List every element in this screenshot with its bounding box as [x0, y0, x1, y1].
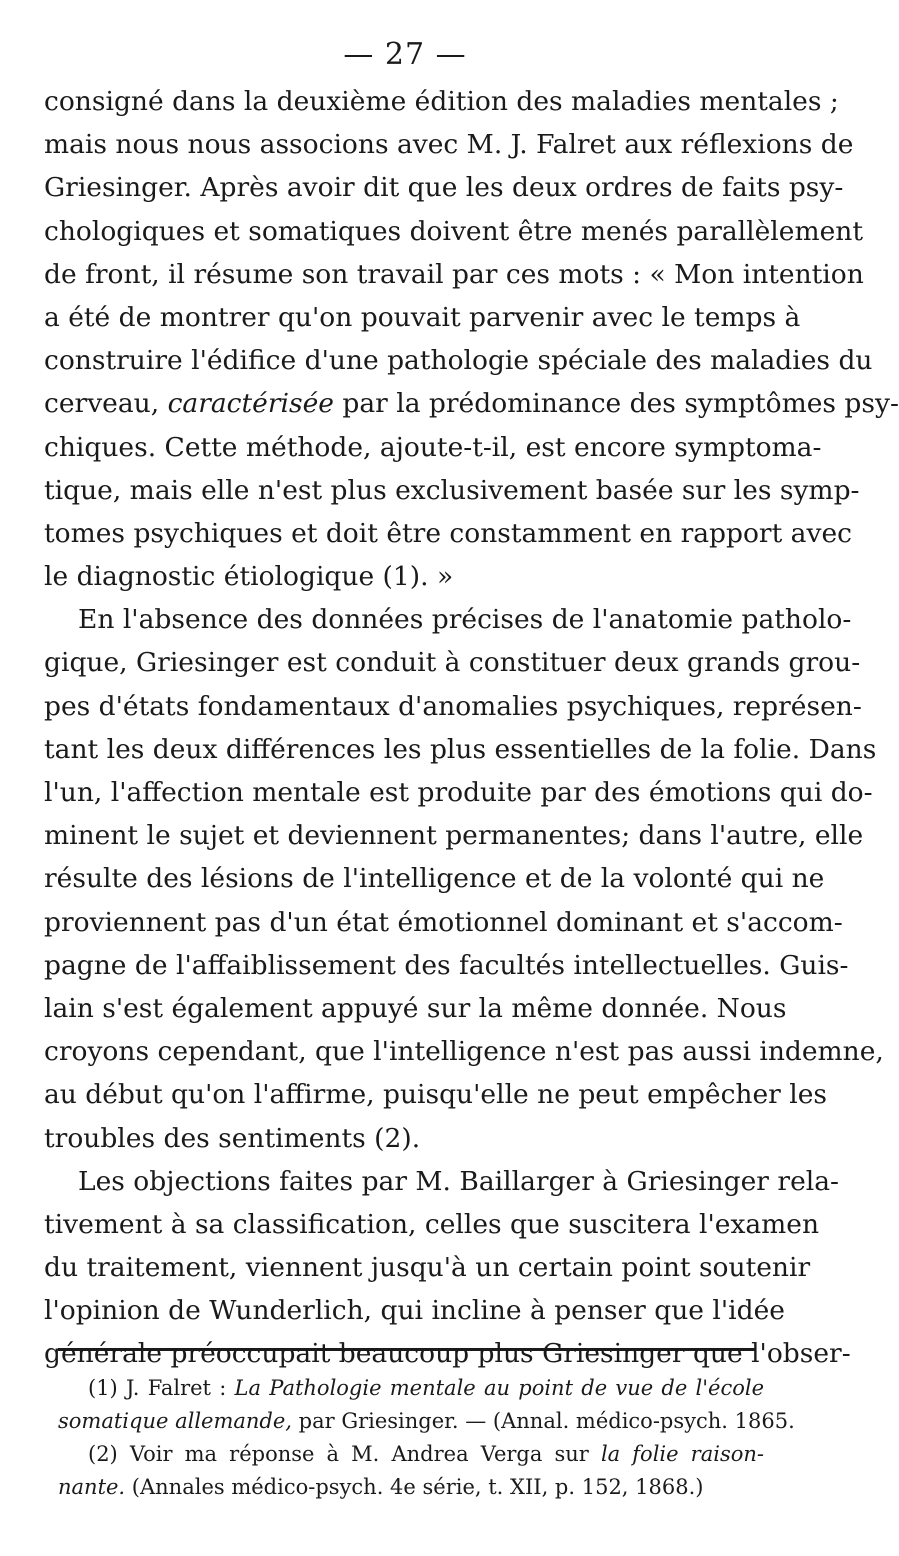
text-line: proviennent pas d'un état émotionnel dominant et s'accom- — [44, 906, 843, 938]
text-line: lain s'est également appuyé sur la même donnée. Nous — [44, 992, 787, 1024]
text-line: l'opinion de Wunderlich, qui incline à penser que l'idée — [44, 1295, 785, 1327]
text-line: générale préoccupait beaucoup plus Griesinger que l'obser- — [44, 1338, 851, 1370]
text-line: tomes psychiques et doit être constamment en rapport avec — [44, 517, 852, 549]
text-line: Griesinger. Après avoir dit que les deux ordres de faits psy- — [44, 172, 844, 204]
text-line: tant les deux différences les plus essentielles de la folie. Dans — [44, 733, 877, 765]
text-run: (2) Voir ma réponse à M. Andrea Verga sur — [88, 1442, 601, 1466]
text-line: Les objections faites par M. Baillarger à Griesinger rela- — [78, 1165, 839, 1197]
page-number: — 27 — — [343, 37, 467, 72]
text-line: construire l'édifice d'une pathologie spéciale des maladies du — [44, 345, 873, 377]
text-line: tivement à sa classification, celles que suscitera l'examen — [44, 1208, 820, 1240]
text-line: au début qu'on l'affirme, puisqu'elle ne peut empêcher les — [44, 1079, 828, 1111]
body-text — [44, 80, 899, 1376]
text-line: pagne de l'affaiblissement des facultés intellectuelles. Guis- — [44, 949, 849, 981]
text-line: En l'absence des données précises de l'anatomie patholo- — [78, 604, 852, 636]
text-line: tique, mais elle n'est plus exclusivement basée sur les symp- — [44, 474, 860, 506]
footnote-line — [58, 1438, 764, 1471]
text-line: de front, il résume son travail par ces mots : « Mon intention — [44, 258, 864, 290]
footnote-line — [58, 1372, 764, 1405]
text-line: mais nous nous associons avec M. J. Falret aux réflexions de — [44, 129, 854, 161]
text-line — [44, 382, 899, 425]
text-line: troubles des sentiments (2). — [44, 1122, 421, 1154]
text-line: gique, Griesinger est conduit à constituer deux grands grou- — [44, 647, 861, 679]
italic-run: somatique allemande, — [58, 1409, 292, 1433]
text-line: le diagnostic étiologique (1). » — [44, 561, 454, 593]
page — [44, 30, 899, 1376]
italic-run: la folie raison- — [600, 1442, 764, 1466]
text-run: (1) J. Falret : — [88, 1376, 235, 1400]
text-line: du traitement, viennent jusqu'à un certain point soutenir — [44, 1252, 811, 1284]
text-line: chologiques et somatiques doivent être menés parallèlement — [44, 215, 863, 247]
text-line: croyons cependant, que l'intelligence n'est pas aussi indemne, — [44, 1036, 884, 1068]
footnotes — [58, 1372, 795, 1504]
italic-run: caractérisée — [167, 388, 334, 420]
footnote-line — [58, 1471, 764, 1504]
text-run: par Griesinger. — (Annal. médico-psych. 1865. — [291, 1409, 795, 1433]
italic-run: La Pathologie mentale au point de vue de l'école — [234, 1376, 764, 1400]
footnote-separator — [58, 1348, 756, 1351]
footnote-line — [58, 1405, 795, 1438]
text-line: pes d'états fondamentaux d'anomalies psychiques, représen- — [44, 690, 862, 722]
text-run: par la prédominance des symptômes psy- — [333, 388, 899, 420]
text-line: l'un, l'affection mentale est produite par des émotions qui do- — [44, 777, 873, 808]
text-line: résulte des lésions de l'intelligence et de la volonté qui ne — [44, 863, 825, 895]
text-run: (Annales médico-psych. 4e série, t. XII, p. 152, 1868.) — [125, 1475, 704, 1499]
text-line: chiques. Cette méthode, ajoute-t-il, est encore symptoma- — [44, 431, 822, 463]
italic-run: nante. — [58, 1475, 126, 1499]
text-run: cerveau, — [44, 388, 168, 420]
text-line: consigné dans la deuxième édition des maladies mentales ; — [44, 86, 839, 117]
text-line: minent le sujet et deviennent permanentes; dans l'autre, elle — [44, 820, 864, 852]
text-line: a été de montrer qu'on pouvait parvenir avec le temps à — [44, 301, 801, 333]
